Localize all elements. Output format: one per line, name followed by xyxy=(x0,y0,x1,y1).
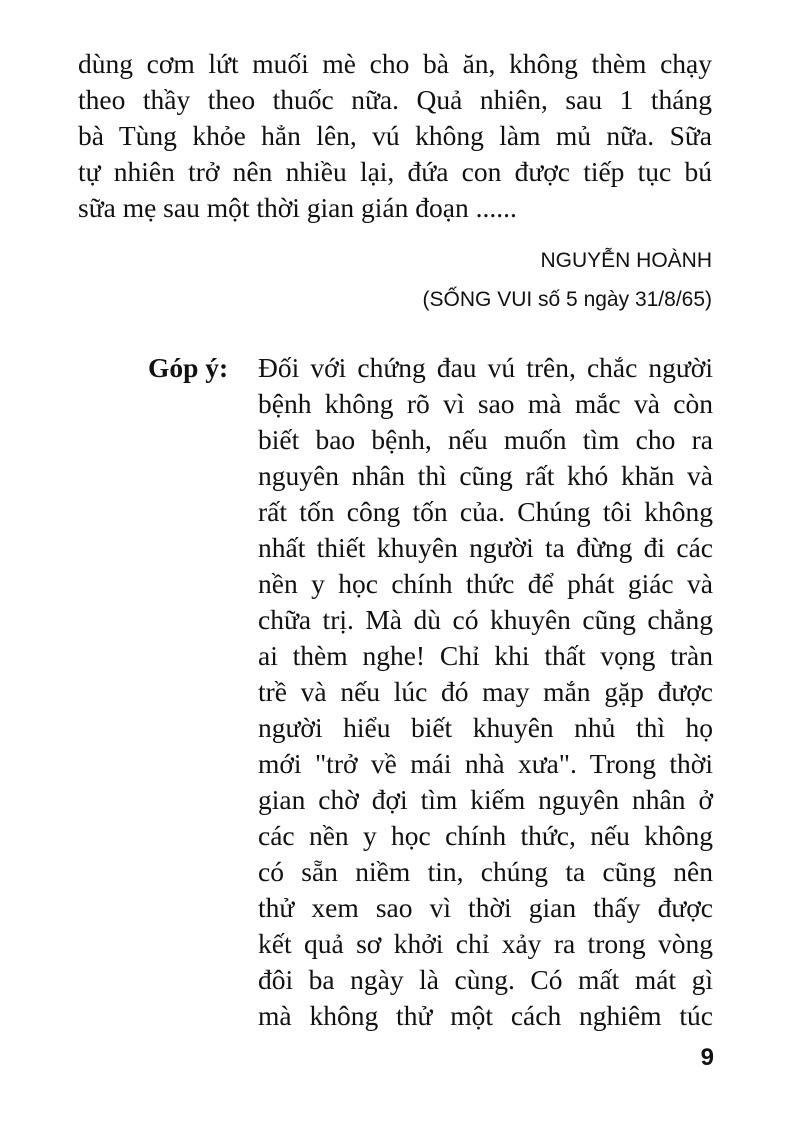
text-line: chữa trị. Mà dù có khuyên cũng chẳng xyxy=(258,604,713,635)
text-line: dùng cơm lứt muối mè cho bà ăn, không thèm chạy xyxy=(78,48,712,79)
text-line: nền y học chính thức để phát giác và xyxy=(258,568,713,599)
text-line: đôi ba ngày là cùng. Có mất mát gì xyxy=(258,964,713,995)
text-line: kết quả sơ khởi chỉ xảy ra trong vòng xyxy=(258,928,713,959)
text-line: tự nhiên trở nên nhiều lại, đứa con được tiếp tục bú xyxy=(78,156,712,187)
text-line: bà Tùng khỏe hẳn lên, vú không làm mủ nữa. Sữa xyxy=(78,120,712,151)
source-citation: (SỐNG VUI số 5 ngày 31/8/65) xyxy=(422,288,712,311)
text-line: Đối với chứng đau vú trên, chắc người xyxy=(258,352,713,383)
text-line: bệnh không rõ vì sao mà mắc và còn xyxy=(258,388,713,419)
text-line: biết bao bệnh, nếu muốn tìm cho ra xyxy=(258,424,713,455)
page-number: 9 xyxy=(700,1044,714,1071)
text-line: mà không thử một cách nghiêm túc xyxy=(258,1000,713,1031)
text-line: sữa mẹ sau một thời gian gián đoạn ...... xyxy=(78,192,517,223)
text-line: các nền y học chính thức, nếu không xyxy=(258,820,713,851)
gop-y-label: Góp ý: xyxy=(148,352,229,383)
author-name: NGUYỄN HOÀNH xyxy=(540,249,712,272)
text-line: gian chờ đợi tìm kiếm nguyên nhân ở xyxy=(258,784,713,815)
text-line: rất tốn công tốn của. Chúng tôi không xyxy=(258,496,713,527)
text-line: trề và nếu lúc đó may mắn gặp được xyxy=(258,676,713,707)
text-line: mới "trở về mái nhà xưa". Trong thời xyxy=(258,748,713,779)
text-line: thử xem sao vì thời gian thấy được xyxy=(258,892,713,923)
text-line: nguyên nhân thì cũng rất khó khăn và xyxy=(258,460,713,491)
text-line: người hiểu biết khuyên nhủ thì họ xyxy=(258,712,713,743)
text-line: nhất thiết khuyên người ta đừng đi các xyxy=(258,532,713,563)
text-line: theo thầy theo thuốc nữa. Quả nhiên, sau 1 tháng xyxy=(78,84,712,115)
text-line: ai thèm nghe! Chỉ khi thất vọng tràn xyxy=(258,640,713,671)
text-line: có sẵn niềm tin, chúng ta cũng nên xyxy=(258,856,713,887)
